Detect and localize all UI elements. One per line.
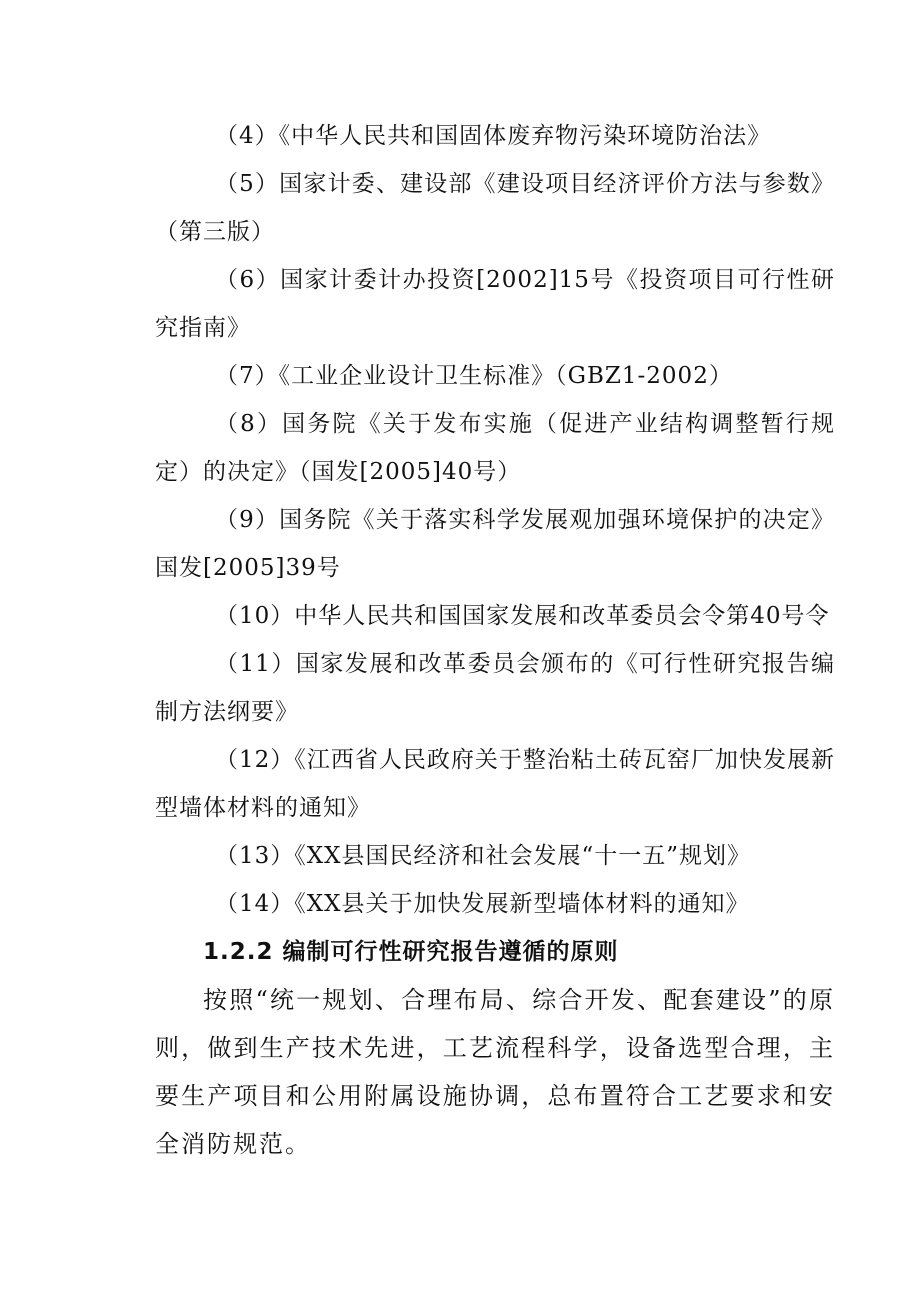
reference-item-9: （9）国务院《关于落实科学发展观加强环境保护的决定》国发[2005]39号 [155, 507, 835, 581]
reference-item-6: （6）国家计委计办投资[2002]15号《投资项目可行性研究指南》 [155, 267, 835, 341]
reference-item-7: （7）《工业企业设计卫生标准》（GBZ1-2002） [215, 363, 733, 389]
reference-item-14: （14）《XX县关于加快发展新型墙体材料的通知》 [215, 891, 750, 917]
reference-item-4: （4）《中华人民共和国固体废弃物污染环境防治法》 [215, 123, 772, 149]
reference-item-8: （8）国务院《关于发布实施（促进产业结构调整暂行规定）的决定》（国发[2005]40号） [155, 411, 835, 485]
reference-item-10: （10）中华人民共和国国家发展和改革委员会令第40号令 [215, 603, 830, 629]
section-body-paragraph: 按照“统一规划、合理布局、综合开发、配套建设”的原则，做到生产技术先进，工艺流程科学，设备选型合理，主要生产项目和公用附属设施协调，总布置符合工艺要求和安全消防规范。 [155, 986, 835, 1158]
reference-item-12: （12）《江西省人民政府关于整治粘土砖瓦窑厂加快发展新型墙体材料的通知》 [155, 747, 835, 821]
reference-item-5: （5）国家计委、建设部《建设项目经济评价方法与参数》（第三版） [155, 171, 835, 245]
section-heading: 1.2.2 编制可行性研究报告遵循的原则 [203, 939, 619, 965]
reference-item-11: （11）国家发展和改革委员会颁布的《可行性研究报告编制方法纲要》 [155, 651, 835, 725]
page-content [155, 112, 835, 1168]
reference-item-13: （13）《XX县国民经济和社会发展“十一五”规划》 [215, 843, 752, 869]
